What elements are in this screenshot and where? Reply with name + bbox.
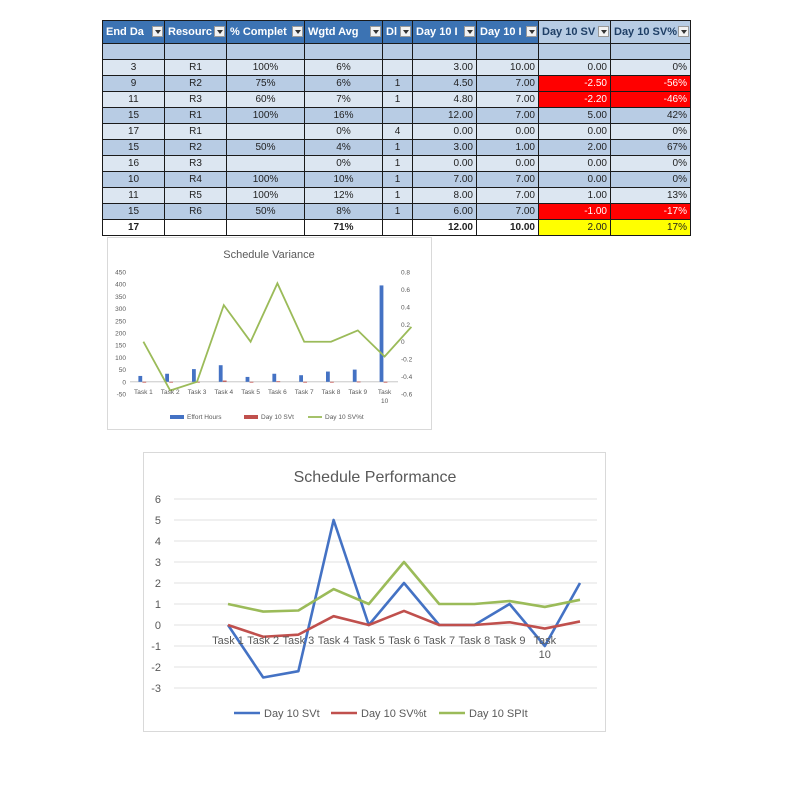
effort-hours-bar <box>380 285 384 381</box>
chart-title: Schedule Performance <box>293 469 457 486</box>
dl-cell[interactable]: 1 <box>383 140 413 156</box>
percent-complete-cell[interactable]: 60% <box>227 92 305 108</box>
day10-sv-cell[interactable]: -2.50 <box>539 76 611 92</box>
day10-sv-cell[interactable]: 2.00 <box>539 220 611 236</box>
schedule-table <box>102 20 691 236</box>
day10-a-cell[interactable]: 0.00 <box>413 156 477 172</box>
x-axis-tick-label: Task 2 <box>247 635 280 647</box>
left-axis-tick-label: -50 <box>116 391 126 399</box>
table-row <box>103 140 691 156</box>
header-label: Wgtd Avg <box>308 26 359 38</box>
column-header-percent-complete[interactable] <box>227 21 305 44</box>
percent-complete-cell[interactable]: 100% <box>227 108 305 124</box>
column-header-day10-b[interactable] <box>477 21 539 44</box>
x-axis-tick-label: Task 3 <box>187 388 207 396</box>
day10-sv-percent-cell[interactable]: -56% <box>611 76 691 92</box>
day10-svt-bar <box>330 382 334 383</box>
day10-b-cell[interactable]: 0.00 <box>477 124 539 140</box>
day10-a-cell[interactable] <box>413 44 477 60</box>
effort-hours-bar <box>272 374 276 382</box>
day10-b-cell[interactable] <box>477 44 539 60</box>
filter-dropdown-icon[interactable] <box>598 26 609 37</box>
table-row <box>103 188 691 204</box>
percent-complete-cell[interactable]: 50% <box>227 140 305 156</box>
percent-complete-cell[interactable]: 100% <box>227 172 305 188</box>
y-axis-tick-label: 0 <box>154 620 161 632</box>
y-axis-tick-label: 1 <box>154 599 161 611</box>
table-row <box>103 204 691 220</box>
day10-b-cell[interactable]: 7.00 <box>477 204 539 220</box>
column-header-day10-sv[interactable] <box>539 21 611 44</box>
schedule-performance-chart[interactable] <box>143 452 606 732</box>
end-date-cell[interactable]: 15 <box>103 108 165 124</box>
day10-a-cell[interactable]: 6.00 <box>413 204 477 220</box>
day10-a-cell[interactable]: 3.00 <box>413 60 477 76</box>
end-date-cell[interactable]: 11 <box>103 92 165 108</box>
weighted-avg-cell[interactable] <box>305 44 383 60</box>
weighted-avg-cell[interactable]: 8% <box>305 204 383 220</box>
right-axis-tick-label: -0.4 <box>401 374 413 382</box>
y-axis-tick-label: -2 <box>151 662 161 674</box>
left-axis-tick-label: 450 <box>115 269 126 277</box>
day10-sv-percent-cell[interactable]: 0% <box>611 156 691 172</box>
day10-svt-bar <box>357 382 361 383</box>
day10-sv-cell[interactable]: -1.00 <box>539 204 611 220</box>
x-axis-tick-label: Task 8 <box>458 635 491 647</box>
end-date-cell[interactable]: 9 <box>103 76 165 92</box>
weighted-avg-cell[interactable]: 7% <box>305 92 383 108</box>
weighted-avg-cell[interactable]: 6% <box>305 60 383 76</box>
day10-sv-percent-cell[interactable]: 0% <box>611 172 691 188</box>
resource-cell[interactable]: R1 <box>165 124 227 140</box>
day10-svt-bar <box>142 382 146 383</box>
end-date-cell[interactable] <box>103 44 165 60</box>
resource-cell[interactable]: R6 <box>165 204 227 220</box>
y-axis-tick-label: 5 <box>154 515 161 527</box>
total-row <box>103 220 691 236</box>
filter-dropdown-icon[interactable] <box>464 26 475 37</box>
percent-complete-cell[interactable]: 75% <box>227 76 305 92</box>
y-axis-tick-label: -1 <box>151 641 161 653</box>
weighted-avg-cell[interactable]: 6% <box>305 76 383 92</box>
x-axis-tick-label: Task 3 <box>282 635 315 647</box>
column-header-day10-a[interactable] <box>413 21 477 44</box>
column-header-weighted-avg[interactable] <box>305 21 383 44</box>
effort-hours-bar <box>299 375 303 382</box>
effort-hours-bar <box>138 376 142 382</box>
y-axis-tick-label: 4 <box>154 536 161 548</box>
resource-cell[interactable] <box>165 220 227 236</box>
header-label: % Complet <box>230 26 287 38</box>
dl-cell[interactable]: 1 <box>383 172 413 188</box>
day10-sv-cell[interactable]: 0.00 <box>539 172 611 188</box>
x-axis-tick-label: Task 4 <box>317 635 350 647</box>
day10-b-cell[interactable]: 7.00 <box>477 76 539 92</box>
table-row <box>103 92 691 108</box>
x-axis-tick-label: Task 1 <box>134 388 153 396</box>
resource-cell[interactable]: R5 <box>165 188 227 204</box>
day10-sv-percent-cell[interactable]: 67% <box>611 140 691 156</box>
column-header-day10-sv-percent[interactable] <box>611 21 691 44</box>
right-axis-tick-label: 0.8 <box>401 269 411 277</box>
end-date-cell[interactable]: 15 <box>103 140 165 156</box>
y-axis-tick-label: 3 <box>154 557 161 569</box>
filter-dropdown-icon[interactable] <box>370 26 381 37</box>
percent-complete-cell[interactable]: 100% <box>227 188 305 204</box>
left-axis-tick-label: 150 <box>115 342 126 350</box>
filter-dropdown-icon[interactable] <box>152 26 163 37</box>
day10-svt-bar <box>169 382 173 383</box>
day10-a-cell[interactable]: 4.50 <box>413 76 477 92</box>
day10-sv-cell[interactable]: 5.00 <box>539 108 611 124</box>
resource-cell[interactable]: R2 <box>165 76 227 92</box>
table-row <box>103 44 691 60</box>
left-axis-tick-label: 50 <box>118 367 126 375</box>
day10-sv-percent-cell[interactable]: -17% <box>611 204 691 220</box>
day10-a-cell[interactable]: 4.80 <box>413 92 477 108</box>
dl-cell[interactable] <box>383 44 413 60</box>
schedule-variance-chart[interactable] <box>107 237 432 430</box>
percent-complete-cell[interactable] <box>227 124 305 140</box>
right-axis-tick-label: 0.6 <box>401 286 411 294</box>
header-label: Day 10 I <box>480 26 522 38</box>
table-row <box>103 172 691 188</box>
weighted-avg-cell[interactable]: 16% <box>305 108 383 124</box>
day10-a-cell[interactable]: 0.00 <box>413 124 477 140</box>
x-axis-tick-label: Task 7 <box>423 635 456 647</box>
day10-svt-bar <box>384 382 388 383</box>
dl-cell[interactable] <box>383 60 413 76</box>
header-label: Resourc <box>168 26 213 38</box>
x-axis-tick-label: Task 6 <box>388 635 420 647</box>
y-axis-tick-label: 2 <box>154 578 161 590</box>
resource-cell[interactable]: R3 <box>165 156 227 172</box>
resource-cell[interactable]: R3 <box>165 92 227 108</box>
day10-b-cell[interactable]: 10.00 <box>477 60 539 76</box>
day10-sv-percent-cell[interactable]: 13% <box>611 188 691 204</box>
y-axis-tick-label: -3 <box>151 683 161 695</box>
weighted-avg-cell[interactable]: 71% <box>305 220 383 236</box>
dl-cell[interactable]: 1 <box>383 156 413 172</box>
day10-b-cell[interactable]: 7.00 <box>477 188 539 204</box>
table-body <box>103 44 691 236</box>
day10-sv-percent-cell[interactable] <box>611 44 691 60</box>
day10-b-cell[interactable]: 7.00 <box>477 172 539 188</box>
percent-complete-cell[interactable] <box>227 220 305 236</box>
chart-title: Schedule Variance <box>223 249 315 261</box>
dl-cell[interactable]: 4 <box>383 124 413 140</box>
table-row <box>103 156 691 172</box>
table-row <box>103 108 691 124</box>
weighted-avg-cell[interactable]: 0% <box>305 156 383 172</box>
schedule-variance-svg <box>108 238 431 429</box>
effort-hours-bar <box>326 372 330 382</box>
filter-dropdown-icon[interactable] <box>526 26 537 37</box>
day10-b-cell[interactable]: 7.00 <box>477 108 539 124</box>
day10-svpct-line <box>143 283 411 390</box>
column-header-resource[interactable] <box>165 21 227 44</box>
table-row <box>103 124 691 140</box>
dl-cell[interactable]: 1 <box>383 76 413 92</box>
end-date-cell[interactable]: 10 <box>103 172 165 188</box>
x-axis-tick-label: Task 5 <box>241 388 260 396</box>
x-axis-tick-label: Task 7 <box>294 388 314 396</box>
weighted-avg-cell[interactable]: 4% <box>305 140 383 156</box>
day10-sv-cell[interactable]: 0.00 <box>539 124 611 140</box>
filter-dropdown-icon[interactable] <box>400 26 411 37</box>
legend-label: Day 10 SV%t <box>361 708 427 720</box>
legend-label: Effort Hours <box>187 414 222 421</box>
dl-cell[interactable]: 1 <box>383 92 413 108</box>
day10-a-cell[interactable]: 12.00 <box>413 108 477 124</box>
legend-label: Day 10 SVt <box>264 708 320 720</box>
header-label: Day 10 SV% <box>614 26 677 38</box>
day10-sv-percent-cell[interactable]: 0% <box>611 60 691 76</box>
legend-label: Day 10 SVt <box>261 414 294 421</box>
effort-hours-bar <box>353 370 357 382</box>
x-axis-tick-label: Task 6 <box>268 388 287 396</box>
end-date-cell[interactable]: 16 <box>103 156 165 172</box>
end-date-cell[interactable]: 15 <box>103 204 165 220</box>
x-axis-tick-label-cont: 10 <box>380 397 389 405</box>
weighted-avg-cell[interactable]: 0% <box>305 124 383 140</box>
effort-hours-bar <box>192 369 196 382</box>
x-axis-tick-label: Task 4 <box>214 388 234 396</box>
effort-hours-bar <box>219 365 223 382</box>
end-date-cell[interactable]: 17 <box>103 220 165 236</box>
left-axis-tick-label: 0 <box>122 379 126 387</box>
x-axis-tick-label: Task 8 <box>321 388 341 396</box>
header-label: Day 10 SV <box>542 26 596 38</box>
y-axis-tick-label: 6 <box>154 494 161 506</box>
x-axis-tick-label: Task 9 <box>348 388 368 396</box>
effort-hours-bar <box>246 377 250 382</box>
day10-sv-percent-cell[interactable]: 17% <box>611 220 691 236</box>
left-axis-tick-label: 400 <box>115 281 126 289</box>
day10-sv-cell[interactable]: -2.20 <box>539 92 611 108</box>
dl-cell[interactable] <box>383 108 413 124</box>
column-header-dl[interactable] <box>383 21 413 44</box>
percent-complete-cell[interactable] <box>227 44 305 60</box>
dl-cell[interactable] <box>383 220 413 236</box>
day10-b-cell[interactable]: 7.00 <box>477 92 539 108</box>
day10-sv-cell[interactable]: 0.00 <box>539 156 611 172</box>
resource-cell[interactable]: R1 <box>165 108 227 124</box>
day10-sv-percent-cell[interactable]: 0% <box>611 124 691 140</box>
legend-label: Day 10 SV%t <box>325 414 364 421</box>
right-axis-tick-label: 0.4 <box>401 304 411 312</box>
percent-complete-cell[interactable]: 50% <box>227 204 305 220</box>
x-axis-tick-label: Task 9 <box>493 635 526 647</box>
day10-b-cell[interactable]: 0.00 <box>477 156 539 172</box>
schedule-performance-svg <box>144 453 605 731</box>
day10-sv-cell[interactable]: 2.00 <box>539 140 611 156</box>
header-label: End Da <box>106 26 144 38</box>
day10-b-cell[interactable]: 1.00 <box>477 140 539 156</box>
left-axis-tick-label: 250 <box>115 318 126 326</box>
day10-sv-cell[interactable] <box>539 44 611 60</box>
day10-sv-cell[interactable]: 0.00 <box>539 60 611 76</box>
day10-b-cell[interactable]: 10.00 <box>477 220 539 236</box>
day10-a-cell[interactable]: 7.00 <box>413 172 477 188</box>
header-label: Dl <box>386 26 397 38</box>
dl-cell[interactable]: 1 <box>383 204 413 220</box>
end-date-cell[interactable]: 11 <box>103 188 165 204</box>
day10-sv-percent-cell[interactable]: -46% <box>611 92 691 108</box>
legend-label: Day 10 SPIt <box>469 708 528 720</box>
x-axis-tick-label: Task 5 <box>352 635 385 647</box>
x-axis-tick-label: Task 1 <box>212 635 244 647</box>
header-label: Day 10 I <box>416 26 458 38</box>
day10-a-cell[interactable]: 12.00 <box>413 220 477 236</box>
filter-dropdown-icon[interactable] <box>292 26 303 37</box>
end-date-cell[interactable]: 3 <box>103 60 165 76</box>
x-axis-tick-label: Task <box>377 388 392 396</box>
dl-cell[interactable]: 1 <box>383 188 413 204</box>
day10-svt-bar <box>276 381 280 382</box>
day10-svt-bar <box>303 382 307 383</box>
resource-cell[interactable]: R2 <box>165 140 227 156</box>
right-axis-tick-label: -0.6 <box>401 391 413 399</box>
day10-sv-cell[interactable]: 1.00 <box>539 188 611 204</box>
legend-swatch-effort-hours <box>170 415 184 419</box>
left-axis-tick-label: 350 <box>115 293 126 301</box>
day10-svt-bar <box>250 382 254 383</box>
left-axis-tick-label: 100 <box>115 354 126 362</box>
left-axis-tick-label: 200 <box>115 330 126 338</box>
weighted-avg-cell[interactable]: 10% <box>305 172 383 188</box>
resource-cell[interactable] <box>165 44 227 60</box>
x-axis-tick-label-cont: 10 <box>538 649 551 661</box>
percent-complete-cell[interactable]: 100% <box>227 60 305 76</box>
header-row <box>103 21 691 44</box>
right-axis-tick-label: 0.2 <box>401 321 411 329</box>
percent-complete-cell[interactable] <box>227 156 305 172</box>
day10-a-cell[interactable]: 3.00 <box>413 140 477 156</box>
resource-cell[interactable]: R4 <box>165 172 227 188</box>
day10-svt-bar <box>223 381 227 382</box>
series-line-1 <box>228 520 580 678</box>
filter-dropdown-icon[interactable] <box>678 26 689 37</box>
x-axis-tick-label: Task <box>533 635 557 647</box>
day10-a-cell[interactable]: 8.00 <box>413 188 477 204</box>
left-axis-tick-label: 300 <box>115 306 126 314</box>
end-date-cell[interactable]: 17 <box>103 124 165 140</box>
legend-swatch-day10-svt <box>244 415 258 419</box>
resource-cell[interactable]: R1 <box>165 60 227 76</box>
filter-dropdown-icon[interactable] <box>214 26 225 37</box>
table-row <box>103 60 691 76</box>
right-axis-tick-label: 0 <box>401 339 405 347</box>
x-axis-tick-label: Task 2 <box>160 388 180 396</box>
table-row <box>103 76 691 92</box>
right-axis-tick-label: -0.2 <box>401 356 413 364</box>
weighted-avg-cell[interactable]: 12% <box>305 188 383 204</box>
column-header-end-date[interactable] <box>103 21 165 44</box>
day10-sv-percent-cell[interactable]: 42% <box>611 108 691 124</box>
